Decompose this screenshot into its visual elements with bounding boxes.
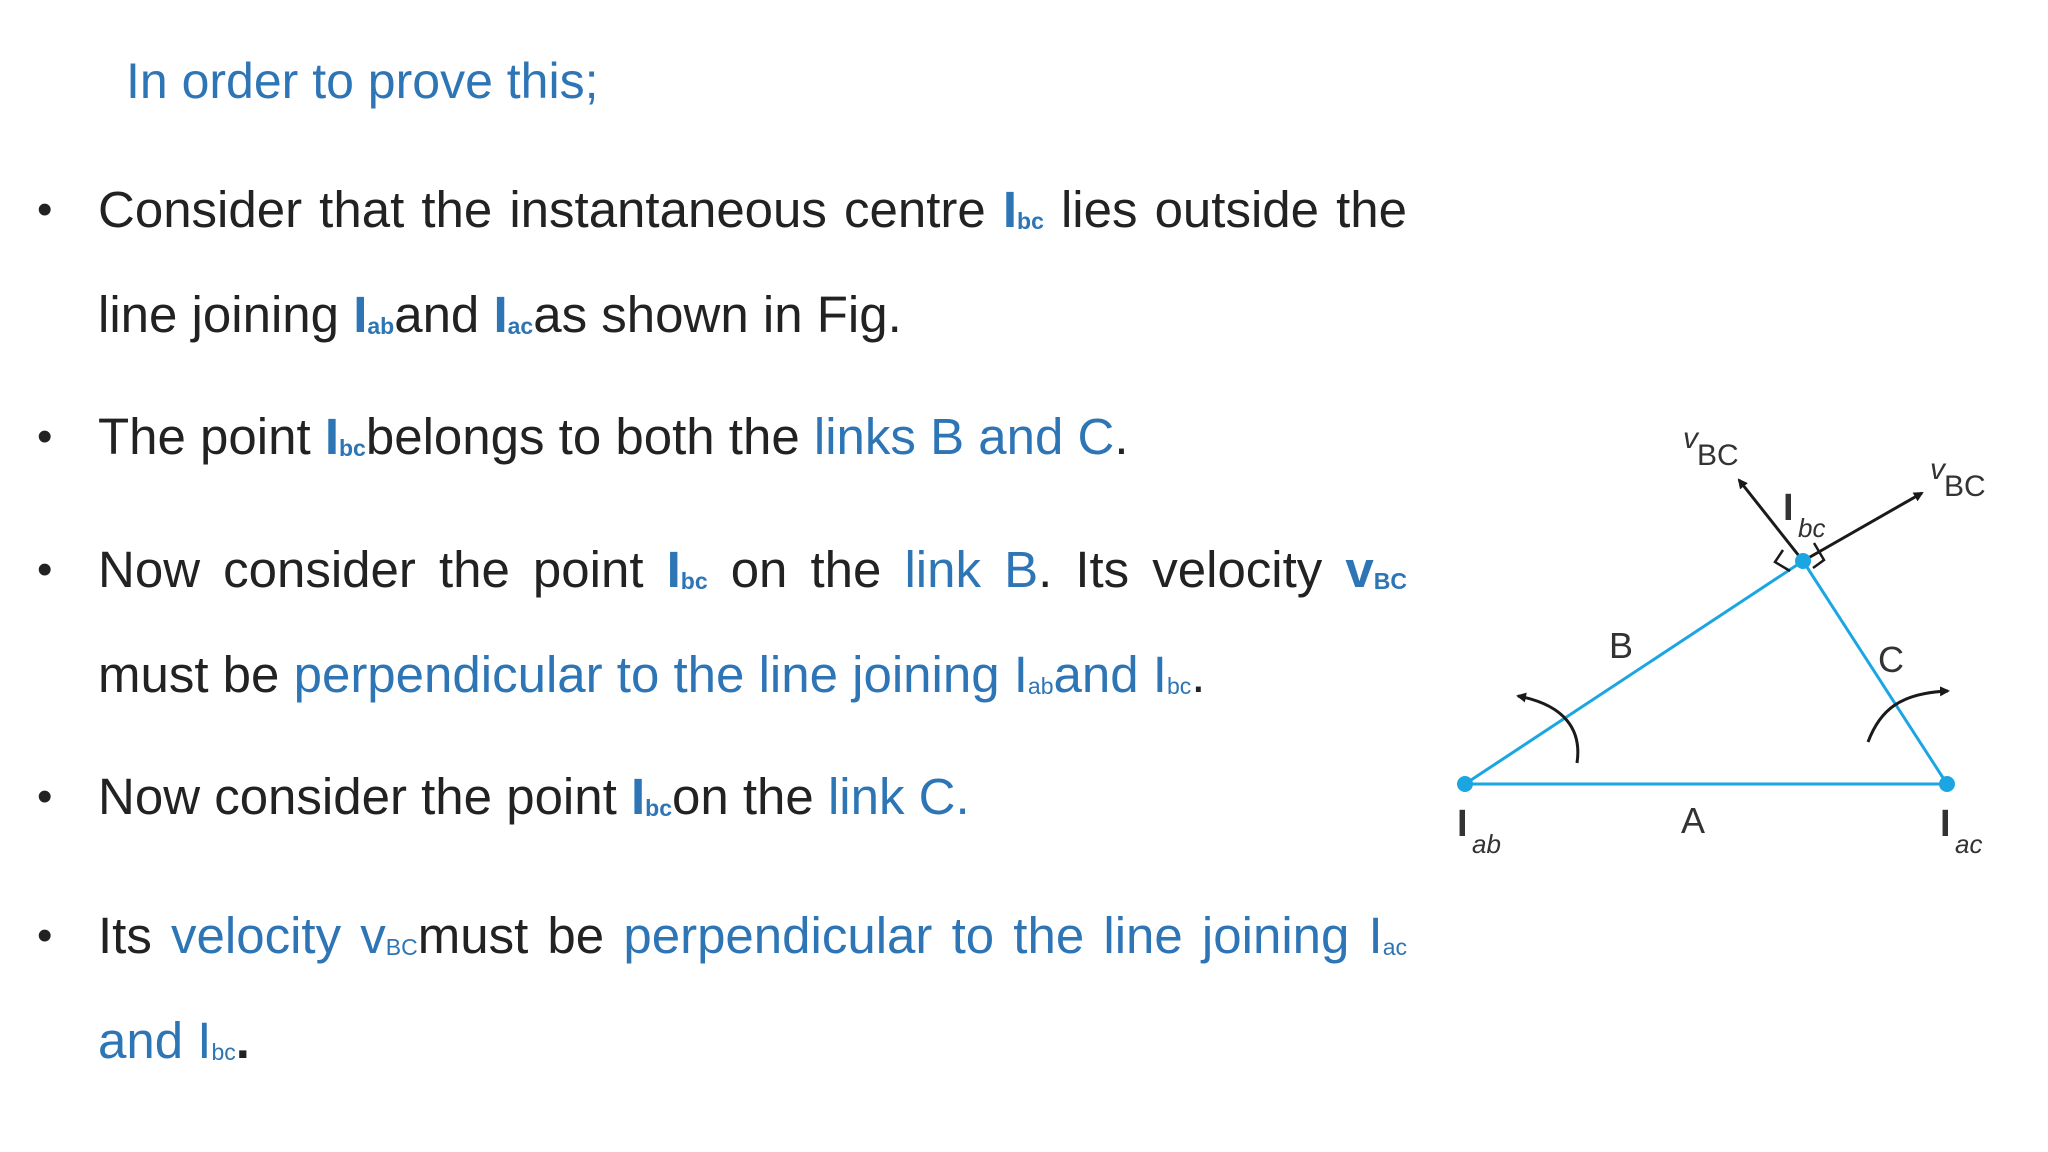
symbol-i-ab: $I_{ab}$ (353, 286, 395, 343)
symbol-i-ac: $I_{ac}$ (493, 286, 534, 343)
right-angle-marker (1775, 550, 1790, 571)
bullet-text: The point (98, 408, 311, 465)
label-link-c: C (1878, 639, 1904, 680)
rotation-arrow-c (1868, 691, 1948, 742)
bullet-dot: • (37, 412, 53, 461)
bullet-1-line-2 (98, 268, 1407, 373)
label-link-b: B (1609, 625, 1634, 666)
label-i-ac-sub: ac (1955, 829, 1983, 859)
bullet-text: must be (98, 646, 280, 703)
label-i-ab: I (1457, 803, 1468, 845)
bullet-text: lies outside the (1060, 181, 1408, 238)
highlight-text: links B and C (813, 408, 1115, 465)
label-v-bc-right-sub: BC (1944, 470, 1986, 503)
bullet-text: Its (98, 907, 152, 964)
bullet-text: and (394, 286, 480, 343)
symbol-i-bc: $I_{bc}$ (1002, 181, 1044, 238)
bullet-text: must be (417, 907, 605, 964)
symbol-i-bc: $I_{bc}$ (324, 408, 366, 465)
bullet-5-line-1 (98, 889, 1407, 994)
joint-i-ab (1457, 776, 1473, 792)
bullet-1-line-1 (98, 163, 1407, 268)
link-c-line (1803, 561, 1947, 784)
symbol-v-bc: $v_{BC}$ (1345, 541, 1407, 598)
link-b-line (1465, 561, 1803, 784)
highlight-text: perpendicular to the line joining $I_{ab}$ (293, 646, 1054, 703)
bullet-3-line-1 (98, 523, 1407, 628)
label-link-a: A (1681, 800, 1706, 841)
bullet-text: belongs to both the (365, 408, 800, 465)
label-i-bc-sub: bc (1798, 513, 1826, 543)
bullet-4 (37, 750, 1407, 855)
bullet-text: Consider that the instantaneous centre (98, 181, 986, 238)
bullet-3 (37, 523, 1407, 733)
highlight-text: link C. (827, 768, 970, 825)
bullet-3-line-2 (98, 628, 1407, 733)
heading: In order to prove this; (126, 53, 599, 109)
label-v-bc-right: v (1930, 453, 1945, 486)
bullet-5-line-2 (98, 994, 1407, 1099)
bullet-dot: • (37, 545, 53, 594)
bullet-text: . (235, 1012, 250, 1069)
symbol-i-bc: $I_{bc}$ (630, 768, 672, 825)
bullet-text: line joining (98, 286, 340, 343)
bullet-text: . (1114, 408, 1129, 465)
highlight-text: and $I_{bc}$ (1053, 646, 1192, 703)
bullet-1 (37, 163, 1407, 373)
bullet-dot: • (37, 911, 53, 960)
highlight-text: and $I_{bc}$ (98, 1012, 236, 1069)
symbol-i-bc: $I_{bc}$ (666, 541, 708, 598)
bullet-text: as shown in Fig. (533, 286, 902, 343)
label-v-bc-left-sub: BC (1697, 439, 1739, 472)
bullet-dot: • (37, 772, 53, 821)
bullet-dot: • (37, 185, 53, 234)
bullet-text: . Its velocity (1038, 541, 1323, 598)
label-v-bc-left: v (1683, 422, 1698, 455)
bullet-text: on the (671, 768, 814, 825)
label-i-bc: I (1783, 487, 1794, 529)
highlight-text: velocity $v_{BC}$ (171, 907, 418, 964)
highlight-text: link B (904, 541, 1039, 598)
joint-i-ac (1939, 776, 1955, 792)
bullet-text: on the (730, 541, 882, 598)
bullet-text: Now consider the point (98, 541, 644, 598)
instantaneous-centre-diagram (1420, 400, 2020, 890)
joint-i-bc (1795, 553, 1811, 569)
bullet-text: Now consider the point (98, 768, 617, 825)
bullet-text: . (1191, 646, 1206, 703)
highlight-text: perpendicular to the line joining $I_{ac}$ (623, 907, 1408, 964)
bullet-5 (37, 889, 1407, 1099)
label-i-ab-sub: ab (1472, 829, 1501, 859)
label-i-ac: I (1940, 803, 1951, 845)
bullet-2 (37, 390, 1407, 495)
